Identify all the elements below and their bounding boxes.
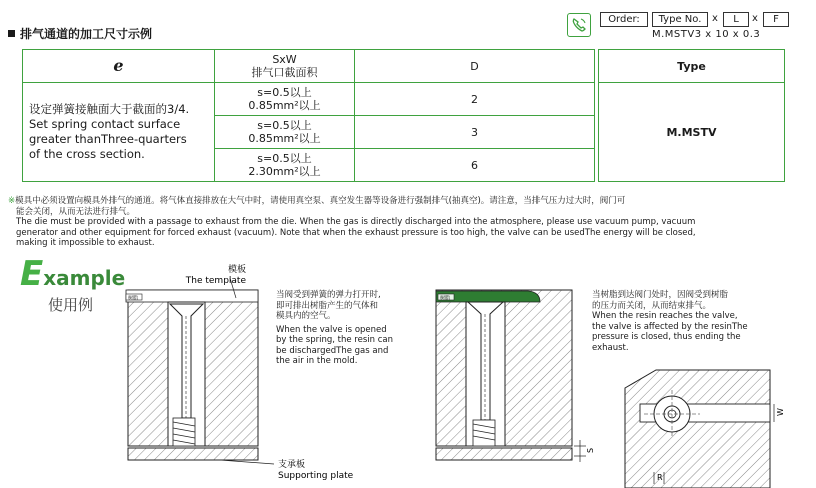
d-value-cell: 2 bbox=[355, 83, 595, 116]
template-label-en: The template bbox=[185, 276, 246, 286]
figure-top-view bbox=[625, 370, 774, 488]
spring-icon bbox=[473, 420, 495, 446]
exhaust-note: ※模具中必须设置向模具外排气的通道。将气体直接排放在大气中时，请使用真空泵、真空发生器等设备进行强制排气(抽真空)。请注意，当排气压力过大时，阀门可 能会关闭，从而无法进行排气。 The die must be provided with a passage to exhaust from the die. When the gas is directly discharged into the atmosphere, please use vacuum pump, vacuum generator and other equipment for forced exhaust (vacuum). Note that when the exhaust pressure is too high, the valve can be usedThe energy will be closed, making it impossible to exhaust. bbox=[8, 196, 696, 248]
d-value-cell: 3 bbox=[355, 116, 595, 149]
header-type: Type bbox=[599, 50, 785, 83]
figure-valve-open bbox=[126, 278, 274, 464]
order-f-field[interactable]: F bbox=[763, 12, 789, 27]
resin-gap bbox=[126, 290, 258, 302]
section-area-cell: s=0.5以上 0.85mm²以上 bbox=[215, 83, 355, 116]
section-area-cell: s=0.5以上 0.85mm²以上 bbox=[215, 116, 355, 149]
resin-tag-label: 树脂 bbox=[128, 295, 139, 302]
spring-icon bbox=[173, 418, 195, 446]
dimension-w-label: W bbox=[776, 408, 785, 416]
order-code-example: M.MSTV3 x 10 x 0.3 bbox=[652, 29, 761, 40]
template-plan-section bbox=[625, 370, 770, 488]
section-title: 排气通道的加工尺寸示例 bbox=[8, 25, 152, 42]
example-heading: Example bbox=[20, 254, 126, 294]
order-separator: x bbox=[752, 13, 758, 24]
header-sxw: SxW 排气口截面积 bbox=[215, 50, 355, 83]
template-label-cn: 模板 bbox=[227, 265, 246, 275]
order-separator: x bbox=[712, 13, 718, 24]
supporting-plate-section bbox=[436, 448, 572, 460]
figure-valve-closed bbox=[436, 290, 586, 462]
header-d: D bbox=[355, 50, 595, 83]
supporting-plate-section bbox=[128, 448, 258, 460]
order-label: Order: bbox=[600, 12, 648, 27]
support-label-cn: 支承板 bbox=[278, 460, 306, 470]
dimension-r-label: R bbox=[657, 473, 663, 482]
type-value-cell: M.MSTV bbox=[599, 83, 785, 182]
d-value-cell: 6 bbox=[355, 149, 595, 182]
figure1-caption: 当阀受到弹簧的弹力打开时, 即可排出树脂产生的气体和 模具内的空气。 When the valve is opened by the spring, the resin can be dischargedThe gas and the air in the mold. bbox=[276, 290, 393, 366]
support-label-en: Supporting plate bbox=[278, 471, 354, 481]
section-area-cell: s=0.5以上 2.30mm²以上 bbox=[215, 149, 355, 182]
order-l-field[interactable]: L bbox=[723, 12, 749, 27]
header-symbol-e: e bbox=[23, 50, 215, 83]
description-cell: 设定弹簧接触面大于截面的3/4. Set spring contact surface greater thanThree-quarters of the cross section. bbox=[23, 83, 215, 182]
leader-line bbox=[220, 460, 274, 464]
order-type-no-field[interactable]: Type No. bbox=[652, 12, 708, 27]
figure2-caption: 当树脂到达阀门处时，因阀受到树脂 的压力而关闭，从而结束排气。 When the resin reaches the valve, the valve is affected by the resinThe pressure is closed, thus ending the exhaust. bbox=[592, 290, 748, 353]
dimension-s-label: S bbox=[586, 447, 595, 453]
resin-tag-label: 树脂 bbox=[440, 295, 451, 302]
example-heading-cn: 使用例 bbox=[48, 296, 94, 314]
